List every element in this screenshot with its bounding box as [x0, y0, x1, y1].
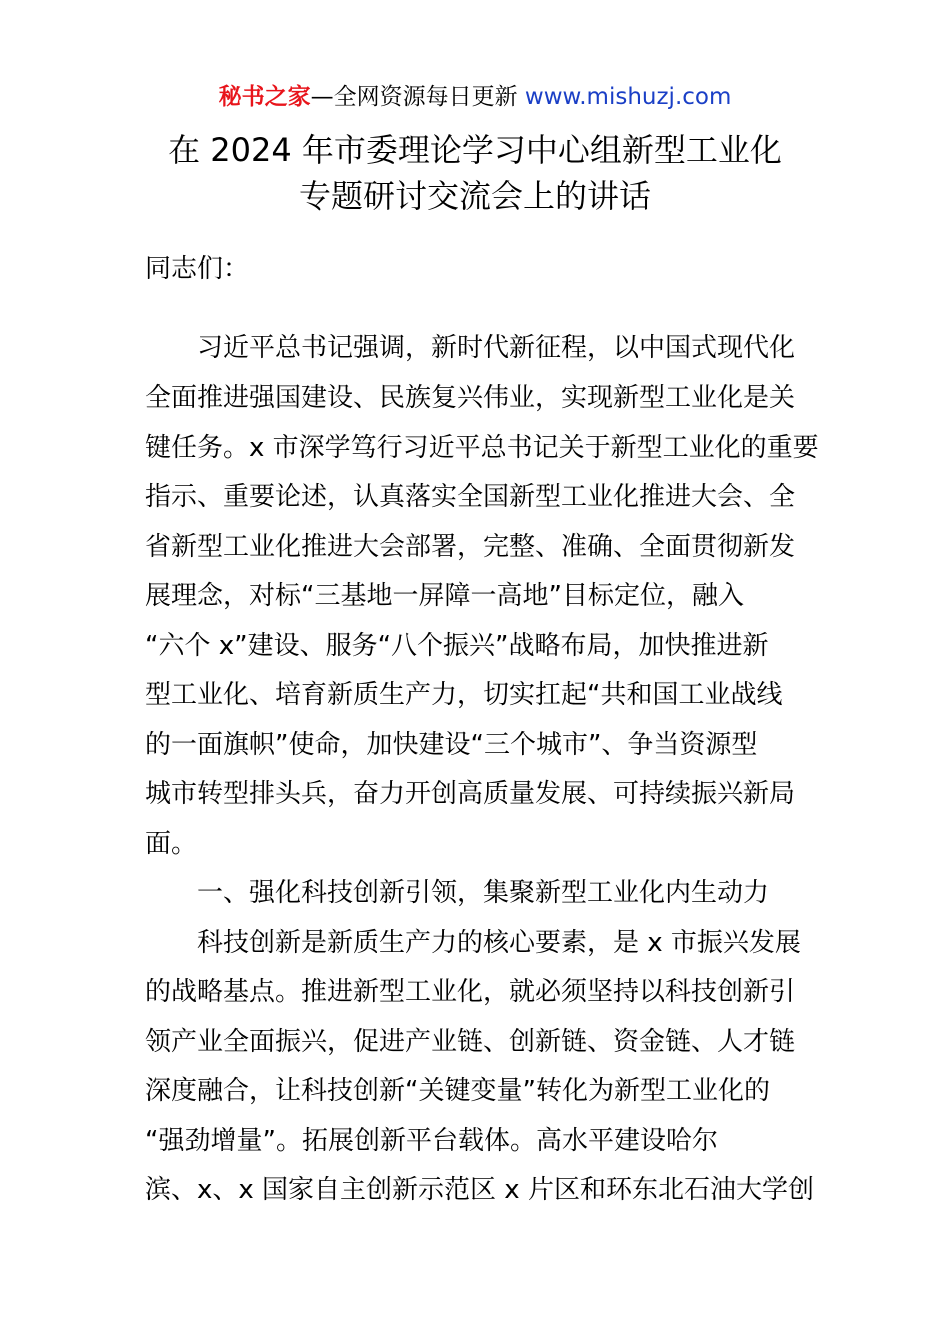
body-line: 习近平总书记强调，新时代新征程，以中国式现代化 — [197, 333, 796, 363]
body-line: 面。 — [145, 829, 198, 859]
body-line: 指示、重要论述，认真落实全国新型工业化推进大会、全 — [145, 482, 796, 512]
body-line: 键任务。x 市深学笃行习近平总书记关于新型工业化的重要 — [145, 433, 819, 463]
section-heading: 一、强化科技创新引领，集聚新型工业化内生动力 — [197, 878, 770, 908]
document-title-line-2: 专题研讨交流会上的讲话 — [298, 177, 651, 215]
document-title-line-1: 在 2024 年市委理论学习中心组新型工业化 — [168, 131, 782, 169]
body-line: 城市转型排头兵，奋力开创高质量发展、可持续振兴新局 — [145, 779, 796, 809]
body-line: 领产业全面振兴，促进产业链、创新链、资金链、人才链 — [145, 1027, 796, 1057]
body-line: 的一面旗帜”使命，加快建设“三个城市”、争当资源型 — [145, 730, 758, 760]
body-line: “强劲增量”。拓展创新平台载体。高水平建设哈尔 — [145, 1126, 718, 1156]
body-line: “六个 x”建设、服务“八个振兴”战略布局，加快推进新 — [145, 631, 769, 661]
body-line: 科技创新是新质生产力的核心要素，是 x 市振兴发展 — [197, 928, 801, 958]
header-brand: 秘书之家 — [218, 84, 311, 110]
site-header — [0, 82, 950, 112]
body-line: 滨、x、x 国家自主创新示范区 x 片区和环东北石油大学创 — [145, 1175, 814, 1205]
salutation: 同志们： — [145, 254, 250, 284]
body-line: 型工业化、培育新质生产力，切实扛起“共和国工业战线 — [145, 680, 783, 710]
body-line: 展理念，对标“三基地一屏障一高地”目标定位，融入 — [145, 581, 744, 611]
body-line: 全面推进强国建设、民族复兴伟业，实现新型工业化是关 — [145, 383, 796, 413]
header-url-link[interactable]: www.mishuzj.com — [524, 84, 732, 110]
body-line: 深度融合，让科技创新“关键变量”转化为新型工业化的 — [145, 1076, 770, 1106]
body-line: 省新型工业化推进大会部署，完整、准确、全面贯彻新发 — [145, 532, 796, 562]
body-line: 的战略基点。推进新型工业化，就必须坚持以科技创新引 — [145, 977, 796, 1007]
header-tagline: —全网资源每日更新 — [310, 84, 525, 110]
